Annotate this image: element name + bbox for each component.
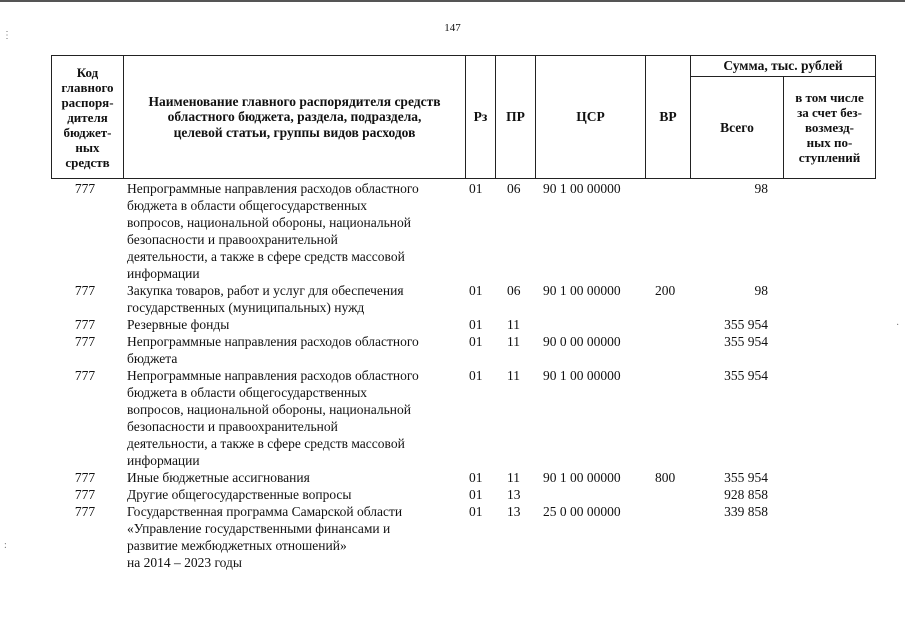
row-name bbox=[127, 282, 462, 316]
header-incl-line: возмезд- bbox=[805, 120, 854, 136]
row-rz: 01 bbox=[469, 181, 483, 196]
row-csr: 90 0 00 00000 bbox=[543, 334, 621, 349]
row-name-line: на 2014 – 2023 годы bbox=[127, 555, 242, 570]
row-name bbox=[127, 469, 462, 486]
header-total: Всего bbox=[691, 77, 784, 179]
row-rz: 01 bbox=[469, 487, 483, 502]
row-code: 777 bbox=[74, 283, 96, 298]
row-name-line: «Управление государственными финансами и bbox=[127, 521, 391, 536]
row-name-line: бюджета в области общегосударственных bbox=[127, 385, 368, 400]
page-top-border bbox=[0, 0, 905, 2]
table-header bbox=[51, 55, 876, 179]
row-total: 339 858 bbox=[724, 504, 768, 519]
row-name-line: Иные бюджетные ассигнования bbox=[127, 470, 310, 485]
row-csr: 90 1 00 00000 bbox=[543, 283, 621, 298]
row-rz: 01 bbox=[469, 470, 483, 485]
row-pr: 06 bbox=[507, 181, 521, 196]
scan-mark: ⋮ bbox=[2, 30, 12, 41]
row-code: 777 bbox=[74, 317, 96, 332]
row-code: 777 bbox=[74, 470, 96, 485]
row-name-line: информации bbox=[127, 266, 200, 281]
scan-mark: : bbox=[4, 540, 7, 551]
header-incl-line: ных по- bbox=[806, 135, 853, 151]
row-csr: 25 0 00 00000 bbox=[543, 504, 621, 519]
row-code: 777 bbox=[74, 487, 96, 502]
row-total: 928 858 bbox=[724, 487, 768, 502]
row-name-line: Другие общегосударственные вопросы bbox=[127, 487, 352, 502]
row-pr: 06 bbox=[507, 283, 521, 298]
header-name-line: Наименование главного распорядителя средств bbox=[148, 93, 441, 109]
row-csr: 90 1 00 00000 bbox=[543, 181, 621, 196]
header-name-line: областного бюджета, раздела, подраздела, bbox=[167, 109, 422, 125]
row-total: 98 bbox=[754, 283, 768, 298]
row-name-line: безопасности и правоохранительной bbox=[127, 232, 338, 247]
row-pr: 11 bbox=[507, 334, 520, 349]
row-total: 355 954 bbox=[724, 470, 768, 485]
row-name bbox=[127, 180, 462, 282]
header-incl-line: за счет без- bbox=[797, 105, 862, 121]
header-incl bbox=[784, 77, 876, 179]
row-rz: 01 bbox=[469, 283, 483, 298]
row-name-line: Закупка товаров, работ и услуг для обеспечения bbox=[127, 283, 404, 298]
row-pr: 11 bbox=[507, 317, 520, 332]
header-code-line: распоря- bbox=[61, 94, 114, 110]
row-name-line: бюджета bbox=[127, 351, 178, 366]
header-code-line: бюджет- bbox=[63, 124, 112, 140]
row-rz: 01 bbox=[469, 504, 483, 519]
row-name-line: Резервные фонды bbox=[127, 317, 230, 332]
header-code-line: средств bbox=[65, 154, 110, 170]
page-number: 147 bbox=[444, 22, 461, 34]
header-name-line: целевой статьи, группы видов расходов bbox=[173, 124, 416, 140]
row-total: 355 954 bbox=[724, 334, 768, 349]
row-name-line: государственных (муниципальных) нужд bbox=[127, 300, 365, 315]
row-vr: 200 bbox=[655, 283, 676, 298]
row-name-line: бюджета в области общегосударственных bbox=[127, 198, 368, 213]
row-name-line: деятельности, а также в сфере средств массовой bbox=[127, 436, 405, 451]
row-name-line: развитие межбюджетных отношений» bbox=[127, 538, 347, 553]
row-vr: 800 bbox=[655, 470, 676, 485]
header-code-line: ных bbox=[75, 139, 100, 155]
row-rz: 01 bbox=[469, 317, 483, 332]
row-code: 777 bbox=[74, 368, 96, 383]
row-code: 777 bbox=[74, 334, 96, 349]
row-code: 777 bbox=[74, 504, 96, 519]
row-name-line: Государственная программа Самарской области bbox=[127, 504, 403, 519]
row-name-line: Непрограммные направления расходов областного bbox=[127, 181, 419, 196]
header-code bbox=[52, 56, 124, 179]
row-pr: 13 bbox=[507, 504, 521, 519]
header-code-line: дителя bbox=[67, 109, 108, 125]
row-csr: 90 1 00 00000 bbox=[543, 470, 621, 485]
row-name bbox=[127, 333, 462, 367]
header-vr: ВР bbox=[646, 56, 691, 179]
row-name bbox=[127, 367, 462, 469]
header-csr: ЦСР bbox=[536, 56, 646, 179]
header-incl-line: в том числе bbox=[795, 90, 864, 106]
row-pr: 11 bbox=[507, 368, 520, 383]
row-pr: 13 bbox=[507, 487, 521, 502]
header-code-line: Код bbox=[76, 64, 99, 80]
row-name bbox=[127, 503, 462, 571]
row-name-line: безопасности и правоохранительной bbox=[127, 419, 338, 434]
row-pr: 11 bbox=[507, 470, 520, 485]
header-sum: Сумма, тыс. рублей bbox=[691, 56, 876, 77]
row-name-line: вопросов, национальной обороны, национальной bbox=[127, 402, 411, 417]
row-name-line: деятельности, а также в сфере средств массовой bbox=[127, 249, 405, 264]
row-name bbox=[127, 486, 462, 503]
row-name bbox=[127, 316, 462, 333]
header-name bbox=[124, 56, 466, 179]
scan-mark: · bbox=[896, 320, 900, 331]
header-code-line: главного bbox=[61, 79, 114, 95]
header-pr: ПР bbox=[496, 56, 536, 179]
row-name-line: Непрограммные направления расходов областного bbox=[127, 334, 419, 349]
row-total: 355 954 bbox=[724, 368, 768, 383]
row-code: 777 bbox=[74, 181, 96, 196]
row-csr: 90 1 00 00000 bbox=[543, 368, 621, 383]
header-rz: Рз bbox=[466, 56, 496, 179]
row-name-line: Непрограммные направления расходов областного bbox=[127, 368, 419, 383]
row-name-line: информации bbox=[127, 453, 200, 468]
row-total: 355 954 bbox=[724, 317, 768, 332]
row-total: 98 bbox=[754, 181, 768, 196]
row-name-line: вопросов, национальной обороны, национальной bbox=[127, 215, 411, 230]
row-rz: 01 bbox=[469, 334, 483, 349]
row-rz: 01 bbox=[469, 368, 483, 383]
header-incl-line: ступлений bbox=[798, 150, 861, 166]
